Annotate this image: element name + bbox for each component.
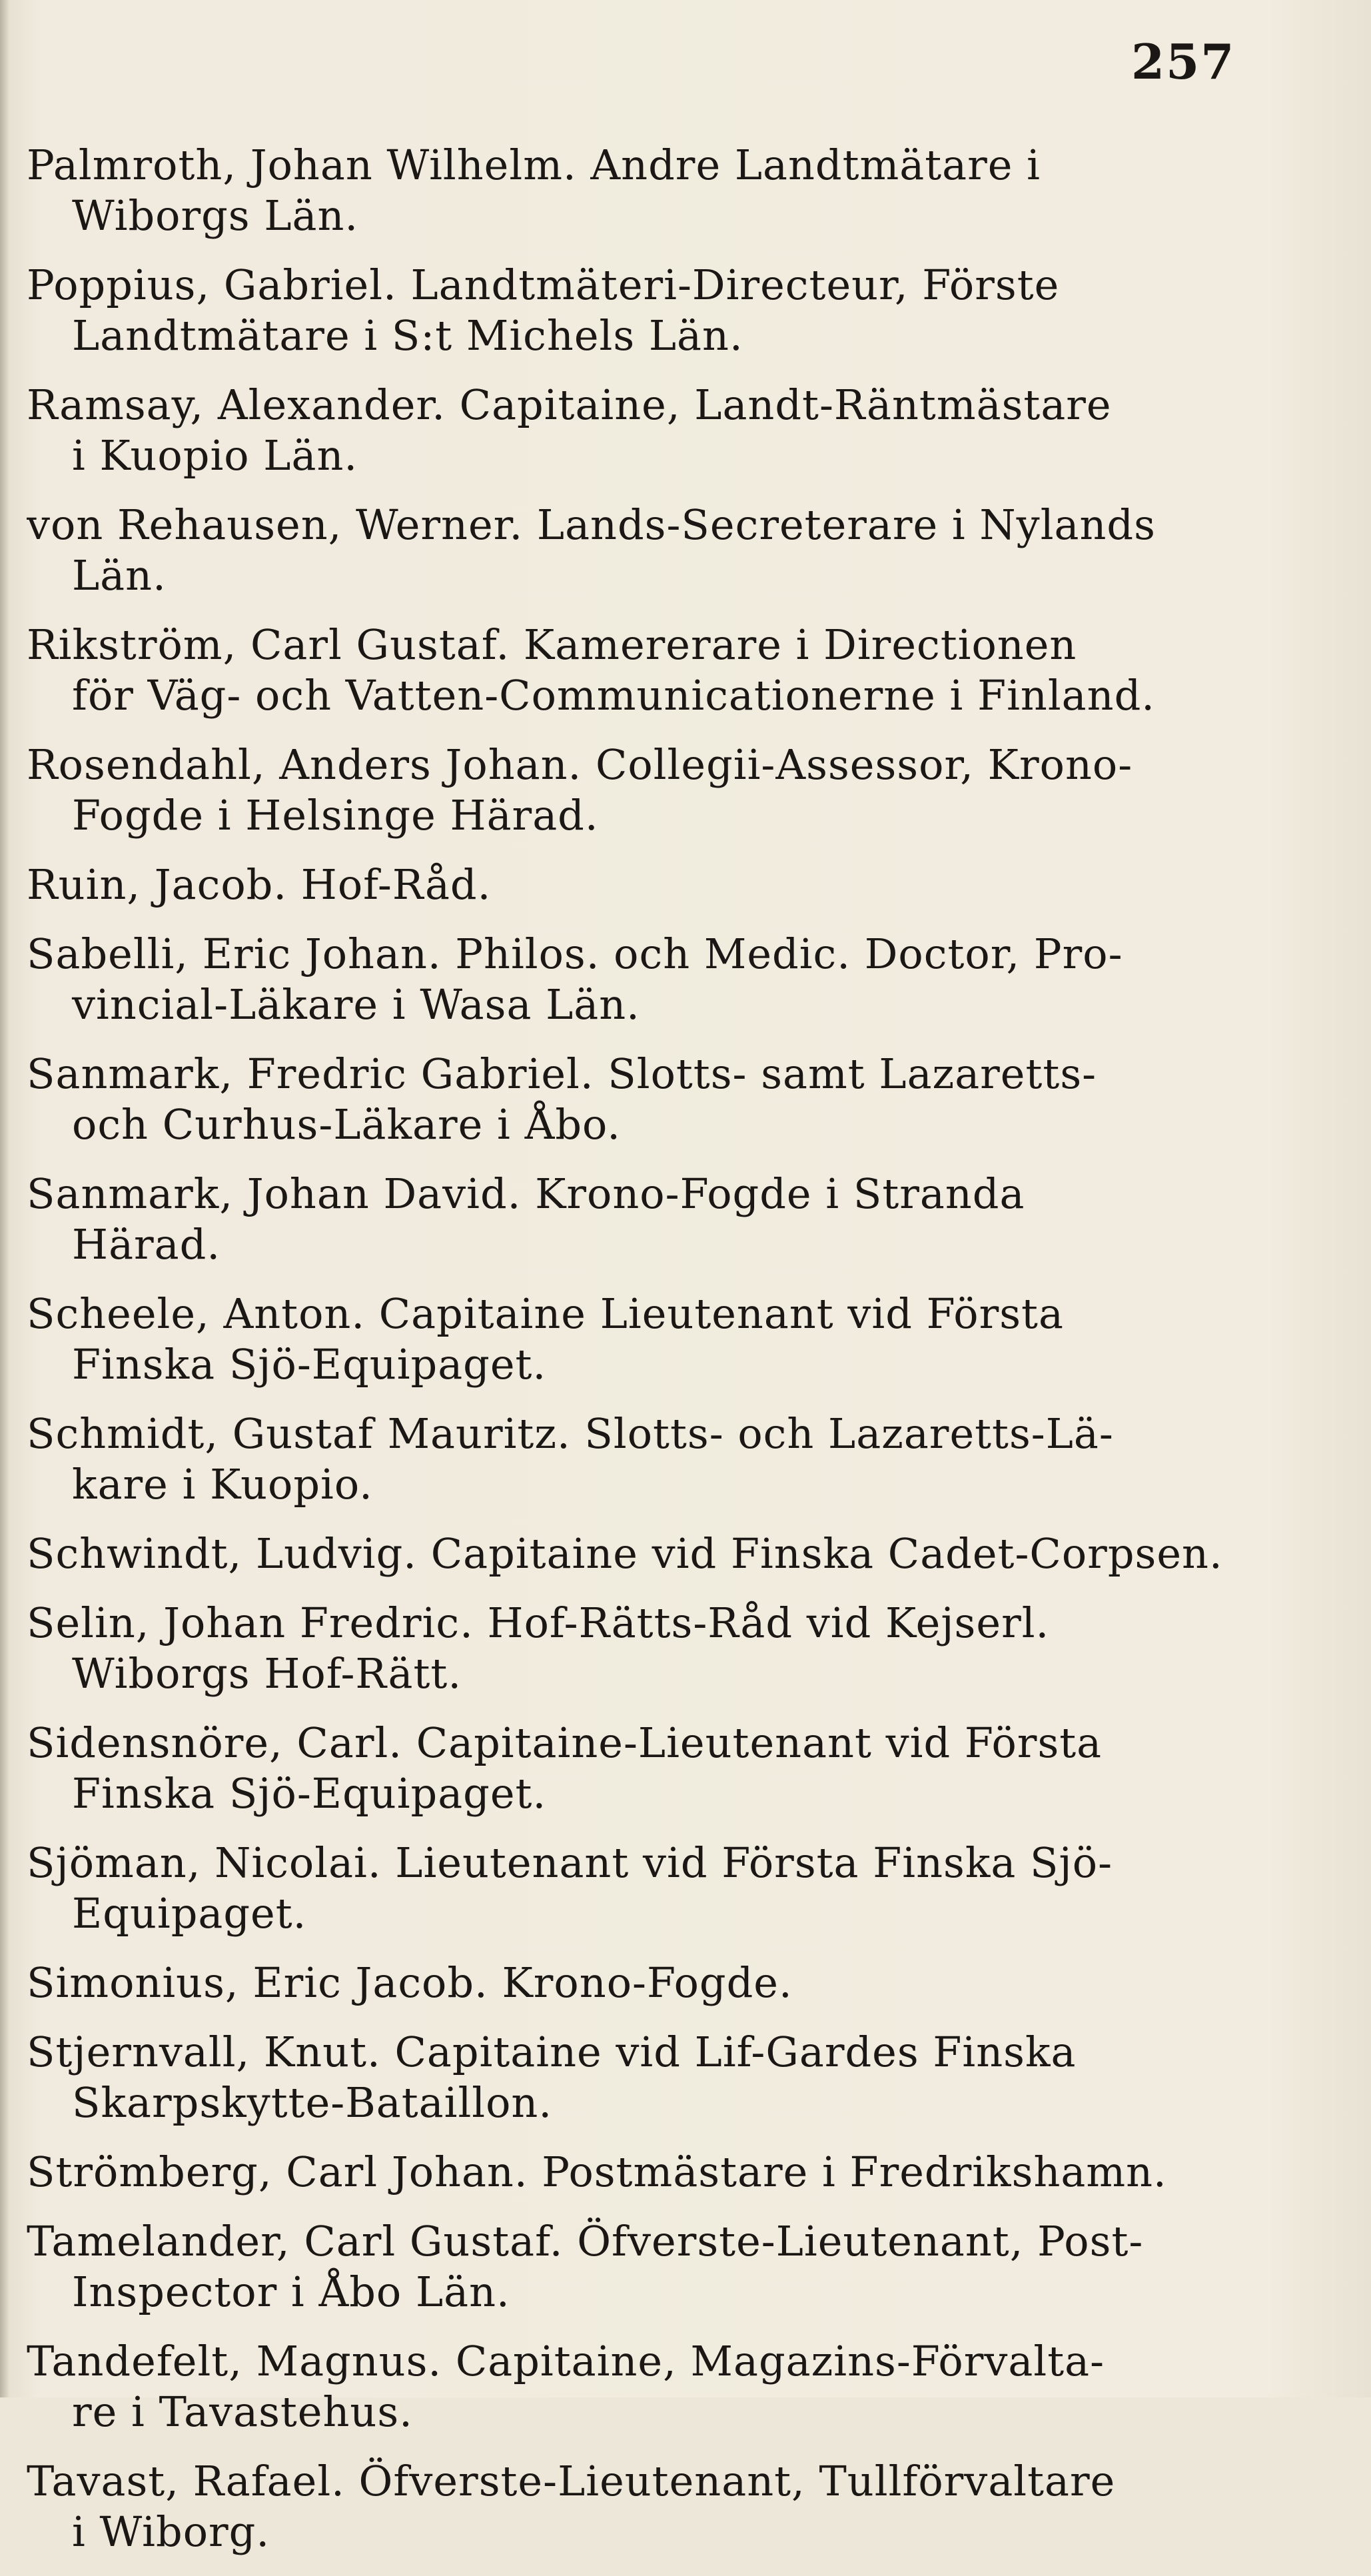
list-item [27, 500, 1346, 601]
entry-continuation-line: re i Tavastehus. [72, 2387, 413, 2436]
list-item [27, 1838, 1346, 1939]
entry-line: Sabelli, Eric Johan. Philos. och Medic. Doctor, Pro- [27, 930, 1123, 978]
page-edge [0, 0, 9, 2397]
entry-line: Stjernvall, Knut. Capitaine vid Lif-Gardes Finska [27, 2028, 1077, 2076]
entry-line: Rikström, Carl Gustaf. Kamererare i Directionen [27, 620, 1077, 669]
list-item [27, 620, 1346, 721]
list-item [27, 1289, 1346, 1390]
entry-continuation-line: Härad. [72, 1220, 221, 1269]
entry-line: Selin, Johan Fredric. Hof-Rätts-Råd vid Kejserl. [27, 1599, 1050, 1647]
entry-line: Scheele, Anton. Capitaine Lieutenant vid Första [27, 1289, 1064, 1338]
list-item [27, 260, 1346, 361]
entry-continuation-line: för Väg- och Vatten-Communicationerne i Finland. [72, 671, 1155, 720]
list-item [27, 2027, 1346, 2128]
list-item [27, 860, 1346, 910]
list-item [27, 2336, 1346, 2437]
list-item [27, 2147, 1346, 2198]
entry-continuation-line: i Kuopio Län. [72, 431, 358, 480]
entry-continuation-line: kare i Kuopio. [72, 1460, 373, 1509]
list-item [27, 140, 1346, 241]
entry-line: Ruin, Jacob. Hof-Råd. [27, 860, 492, 909]
list-item [27, 1718, 1346, 1819]
list-item [27, 2216, 1346, 2317]
entry-line: Palmroth, Johan Wilhelm. Andre Landtmätare i [27, 141, 1041, 189]
entry-line: Ramsay, Alexander. Capitaine, Landt-Räntmästare [27, 380, 1112, 429]
entry-continuation-line: Inspector i Åbo Län. [72, 2267, 510, 2316]
entry-continuation-line: vincial-Läkare i Wasa Län. [72, 980, 640, 1029]
page-number: 257 [1131, 33, 1236, 90]
entry-continuation-line: Landtmätare i S:t Michels Län. [72, 311, 743, 360]
list-item [27, 380, 1346, 481]
entry-line: Schmidt, Gustaf Mauritz. Slotts- och Lazaretts-Lä- [27, 1409, 1114, 1458]
entry-line: Strömberg, Carl Johan. Postmästare i Fredrikshamn. [27, 2148, 1167, 2196]
entry-line: Sanmark, Fredric Gabriel. Slotts- samt Lazaretts- [27, 1049, 1097, 1098]
list-item [27, 1598, 1346, 1699]
list-item [27, 1958, 1346, 2008]
entry-line: Simonius, Eric Jacob. Krono-Fogde. [27, 1958, 793, 2007]
entry-line: Poppius, Gabriel. Landtmäteri-Directeur, Förste [27, 261, 1060, 309]
list-item [27, 929, 1346, 1030]
entry-line: Tamelander, Carl Gustaf. Öfverste-Lieutenant, Post- [27, 2217, 1144, 2265]
entry-continuation-line: i Wiborg. [72, 2507, 270, 2556]
entry-list [27, 140, 1346, 2576]
entry-continuation-line: Equipaget. [72, 1889, 307, 1938]
entry-line: Tandefelt, Magnus. Capitaine, Magazins-Förvalta- [27, 2337, 1105, 2385]
list-item [27, 2456, 1346, 2557]
entry-line: Sjöman, Nicolai. Lieutenant vid Första Finska Sjö- [27, 1838, 1113, 1887]
entry-continuation-line: Fogde i Helsinge Härad. [72, 791, 599, 840]
entry-line: Tavast, Rafael. Öfverste-Lieutenant, Tullförvaltare [27, 2457, 1116, 2505]
list-item [27, 1529, 1346, 1579]
entry-continuation-line: Finska Sjö-Equipaget. [72, 1769, 547, 1818]
list-item [27, 740, 1346, 841]
entry-continuation-line: Wiborgs Hof-Rätt. [72, 1649, 462, 1698]
entry-line: Schwindt, Ludvig. Capitaine vid Finska Cadet-Corpsen. [27, 1529, 1223, 1578]
list-item [27, 1169, 1346, 1270]
entry-continuation-line: Län. [72, 551, 167, 600]
entry-line: Rosendahl, Anders Johan. Collegii-Assessor, Krono- [27, 740, 1133, 789]
entry-continuation-line: Finska Sjö-Equipaget. [72, 1340, 547, 1389]
list-item [27, 1049, 1346, 1150]
entry-continuation-line: Wiborgs Län. [72, 191, 359, 240]
entry-continuation-line: och Curhus-Läkare i Åbo. [72, 1100, 621, 1149]
entry-line: Sidensnöre, Carl. Capitaine-Lieutenant vid Första [27, 1718, 1103, 1767]
list-item [27, 1409, 1346, 1510]
entry-line: von Rehausen, Werner. Lands-Secreterare i Nylands [27, 500, 1156, 549]
entry-line: Sanmark, Johan David. Krono-Fogde i Stranda [27, 1169, 1025, 1218]
entry-continuation-line: Skarpskytte-Bataillon. [72, 2078, 553, 2127]
